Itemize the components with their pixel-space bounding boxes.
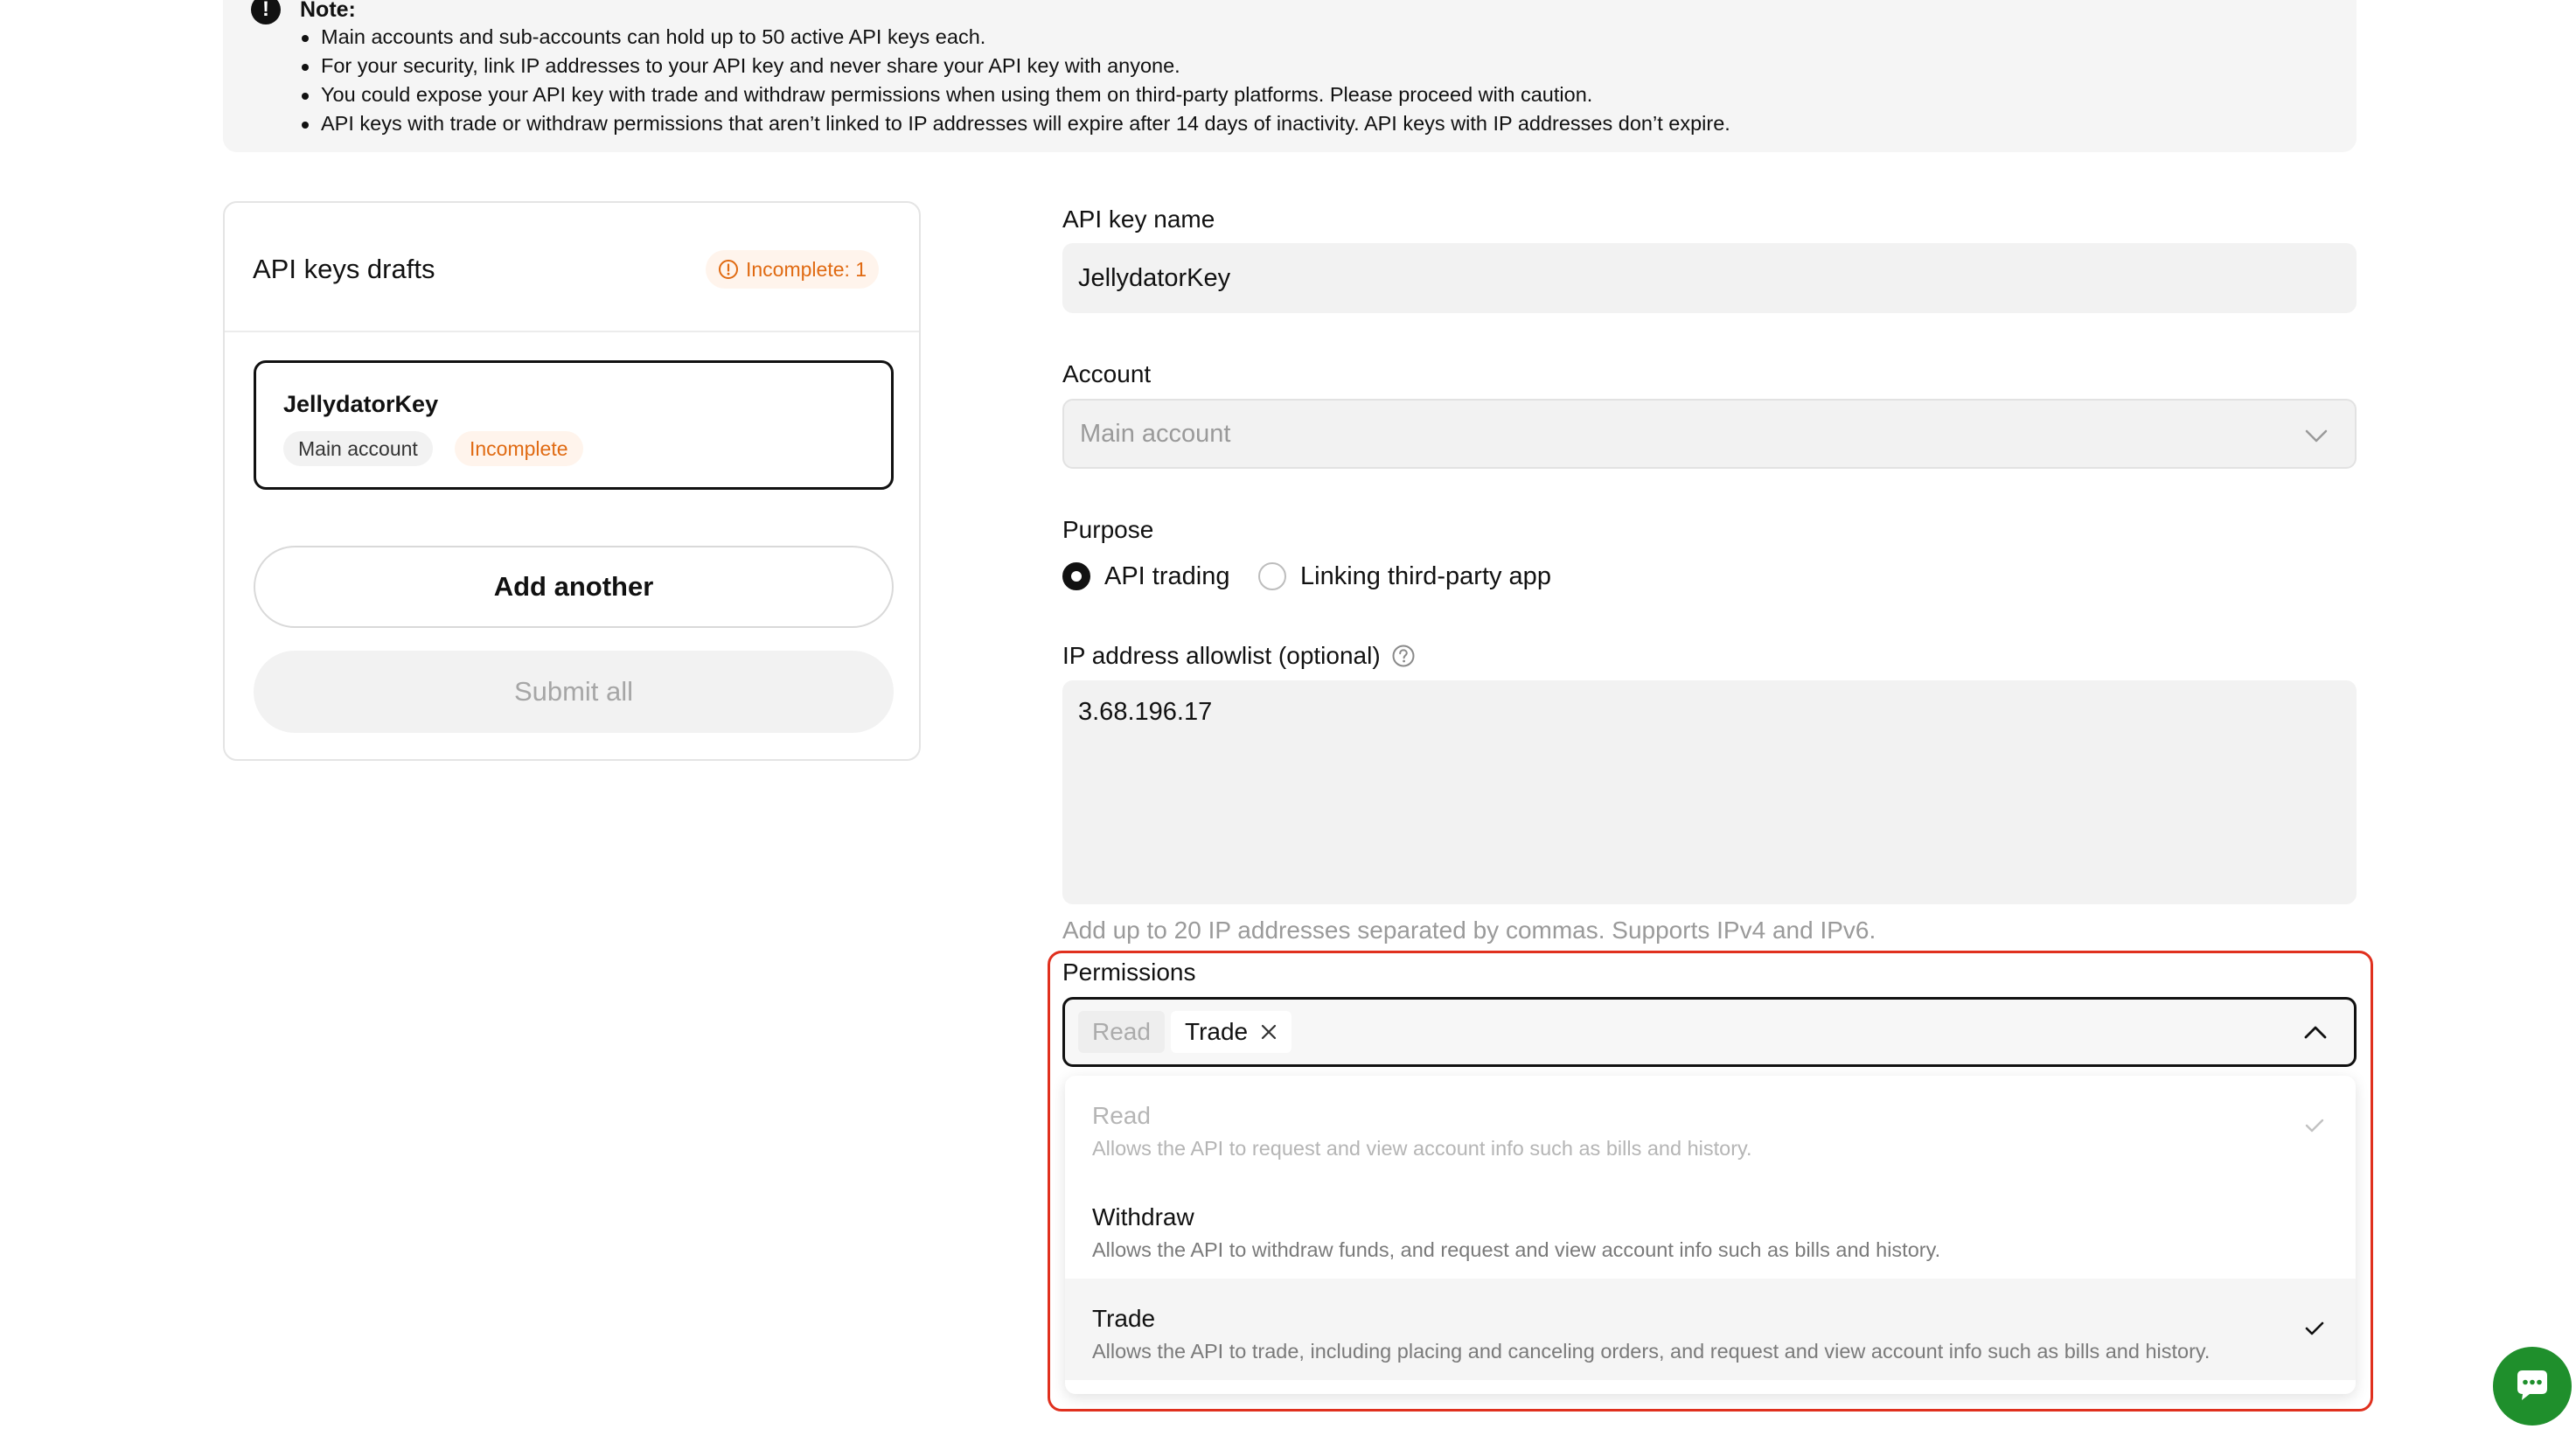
- chat-icon: [2493, 1347, 2572, 1426]
- permission-option-trade[interactable]: [1065, 1279, 2356, 1380]
- notice-item: API keys with trade or withdraw permissions that aren’t linked to IP addresses will expire after 14 days of inactivity. API keys with IP addresses don’t expire.: [300, 109, 1730, 138]
- permission-option-read[interactable]: [1065, 1076, 2356, 1177]
- permission-tag-read: Read: [1078, 1011, 1165, 1053]
- draft-account-chip: Main account: [283, 431, 433, 466]
- permission-option-title: Withdraw: [1092, 1203, 1194, 1230]
- drafts-title: API keys drafts: [253, 254, 435, 284]
- account-select-value: Main account: [1080, 420, 1231, 448]
- draft-status-chip: Incomplete: [455, 431, 583, 466]
- chat-button[interactable]: [2493, 1347, 2572, 1426]
- permission-tag-trade: [1171, 1011, 1291, 1053]
- api-key-name-label: API key name: [1062, 206, 1215, 233]
- permission-option-desc: Allows the API to trade, including placing and canceling orders, and request and view account info such as bills and history.: [1092, 1340, 2210, 1363]
- permission-option-desc: Allows the API to withdraw funds, and request and view account info such as bills and history.: [1092, 1238, 1941, 1261]
- notice-item: Main accounts and sub-accounts can hold up to 50 active API keys each.: [300, 23, 1730, 52]
- permissions-label: Permissions: [1062, 958, 1196, 986]
- permission-tag-trade-label: Trade: [1185, 1018, 1249, 1045]
- radio-api-trading-label[interactable]: API trading: [1104, 562, 1230, 590]
- account-select[interactable]: [1062, 399, 2357, 469]
- incomplete-count-label: Incomplete: 1: [746, 258, 867, 281]
- radio-linking-third-party[interactable]: [1258, 562, 1286, 590]
- help-icon[interactable]: [1391, 644, 1416, 668]
- chevron-down-icon: [2304, 423, 2329, 448]
- divider: [225, 331, 919, 332]
- api-key-name-input[interactable]: JellydatorKey: [1062, 243, 2357, 313]
- ip-allowlist-helper: Add up to 20 IP addresses separated by commas. Supports IPv4 and IPv6.: [1062, 917, 1876, 944]
- draft-item[interactable]: [254, 360, 894, 490]
- draft-item-name: JellydatorKey: [283, 391, 439, 417]
- permissions-select[interactable]: [1062, 997, 2357, 1067]
- api-keys-drafts-card: [223, 201, 921, 761]
- alert-circle-icon: [718, 259, 739, 280]
- notice-panel: [223, 0, 2357, 152]
- permission-option-desc: Allows the API to request and view account info such as bills and history.: [1092, 1137, 1752, 1160]
- radio-api-trading[interactable]: [1062, 562, 1090, 590]
- notice-list: [300, 23, 1730, 138]
- purpose-label: Purpose: [1062, 516, 1154, 543]
- check-icon: [2303, 1114, 2326, 1137]
- ip-allowlist-label-row: [1062, 640, 1416, 672]
- ip-allowlist-label: IP address allowlist (optional): [1062, 642, 1381, 669]
- permission-option-title: Read: [1092, 1102, 1151, 1129]
- notice-title: Note:: [300, 0, 356, 22]
- submit-all-button[interactable]: Submit all: [254, 651, 894, 733]
- incomplete-count-badge: [706, 250, 879, 289]
- info-icon: !: [251, 0, 281, 24]
- close-icon[interactable]: [1260, 1023, 1278, 1041]
- notice-item: For your security, link IP addresses to your API key and never share your API key with anyone.: [300, 52, 1730, 80]
- ip-allowlist-textarea[interactable]: 3.68.196.17: [1062, 680, 2357, 904]
- permission-option-withdraw[interactable]: [1065, 1177, 2356, 1279]
- radio-linking-third-party-label[interactable]: Linking third-party app: [1300, 562, 1551, 590]
- add-another-button[interactable]: Add another: [254, 546, 894, 628]
- check-icon: [2303, 1317, 2326, 1340]
- permission-option-title: Trade: [1092, 1305, 1156, 1332]
- permissions-dropdown: [1065, 1076, 2356, 1394]
- notice-item: You could expose your API key with trade and withdraw permissions when using them on third-party platforms. Please proceed with caution.: [300, 80, 1730, 109]
- account-label: Account: [1062, 360, 1152, 387]
- chevron-up-icon[interactable]: [2303, 1021, 2328, 1045]
